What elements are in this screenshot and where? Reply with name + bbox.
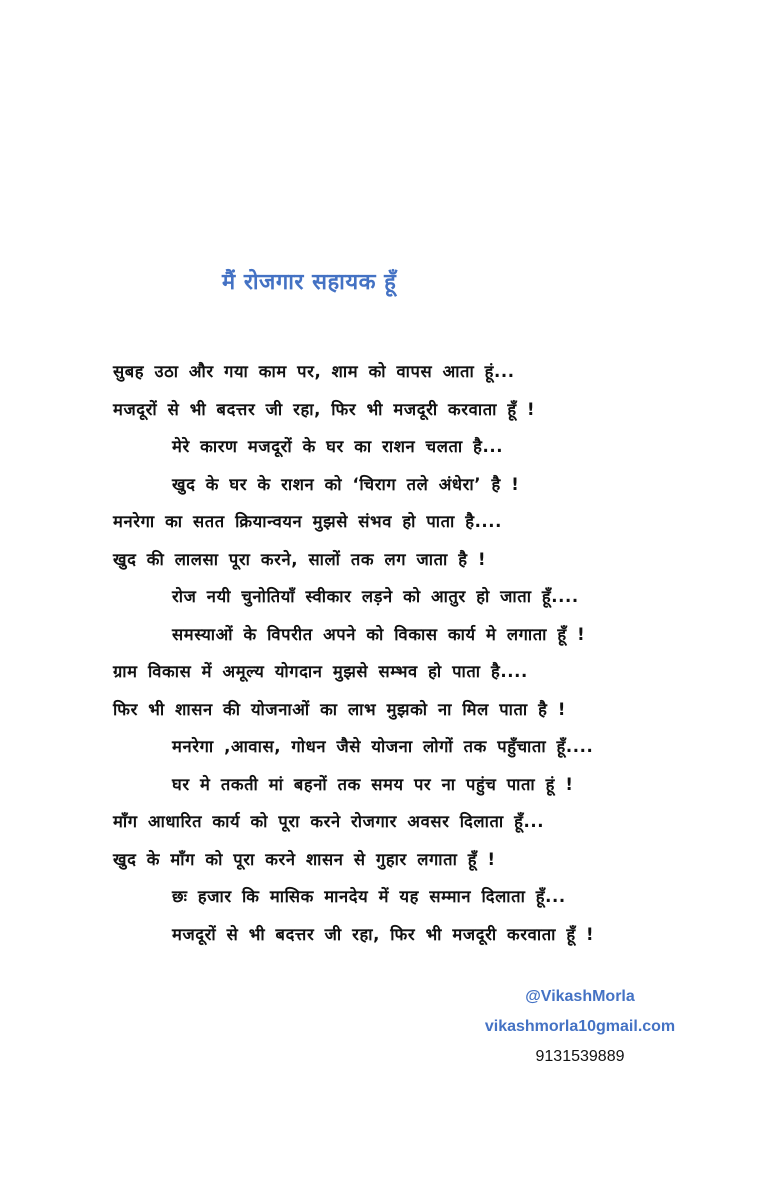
author-phone: 9131539889	[535, 1048, 625, 1065]
poem-line: समस्याओं के विपरीत अपने को विकास कार्य मे लगाता हूँ !	[172, 624, 586, 644]
poem-line: मनरेगा ,आवास, गोधन जैसे योजना लोगों तक पहुँचाता हूँ....	[172, 737, 594, 756]
poem-title: मैं रोजगार सहायक हूँ	[222, 270, 397, 295]
poem-body	[113, 360, 594, 960]
poem-line: खुद के घर के राशन को ‘चिराग तले अंधेरा’ है !	[172, 474, 520, 494]
poem-line: मनरेगा का सतत क्रियान्वयन मुझसे संभव हो पाता है....	[113, 512, 503, 531]
poem-line: माँग आधारित कार्य को पूरा करने रोजगार अवसर दिलाता हूँ...	[113, 812, 545, 831]
poem-line: खुद के माँग को पूरा करने शासन से गुहार लगाता हूँ !	[113, 849, 496, 869]
poem-line: मजदूरों से भी बदत्तर जी रहा, फिर भी मजदूरी करवाता हूँ !	[113, 399, 536, 419]
poem-line: सुबह उठा और गया काम पर, शाम को वापस आता हूं...	[113, 362, 515, 381]
poem-line: मेरे कारण मजदूरों के घर का राशन चलता है...	[172, 437, 504, 456]
poem-line: मजदूरों से भी बदत्तर जी रहा, फिर भी मजदूरी करवाता हूँ !	[172, 924, 595, 944]
poem-line: फिर भी शासन की योजनाओं का लाभ मुझको ना मिल पाता है !	[113, 699, 566, 719]
poem-line: घर मे तकती मां बहनों तक समय पर ना पहुंच पाता हूं !	[172, 774, 574, 794]
poem-line: ग्राम विकास में अमूल्य योगदान मुझसे सम्भव हो पाता है....	[113, 662, 528, 681]
poem-line: छः हजार कि मासिक मानदेय में यह सम्मान दिलाता हूँ...	[172, 887, 566, 906]
author-contact	[460, 984, 700, 1074]
author-handle: @VikashMorla	[525, 988, 635, 1005]
poem-line: खुद की लालसा पूरा करने, सालों तक लग जाता है !	[113, 549, 487, 569]
poem-line: रोज नयी चुनोतियाँ स्वीकार लड़ने को आतुर हो जाता हूँ....	[172, 587, 579, 606]
author-email: vikashmorla10gmail.com	[484, 1018, 676, 1035]
